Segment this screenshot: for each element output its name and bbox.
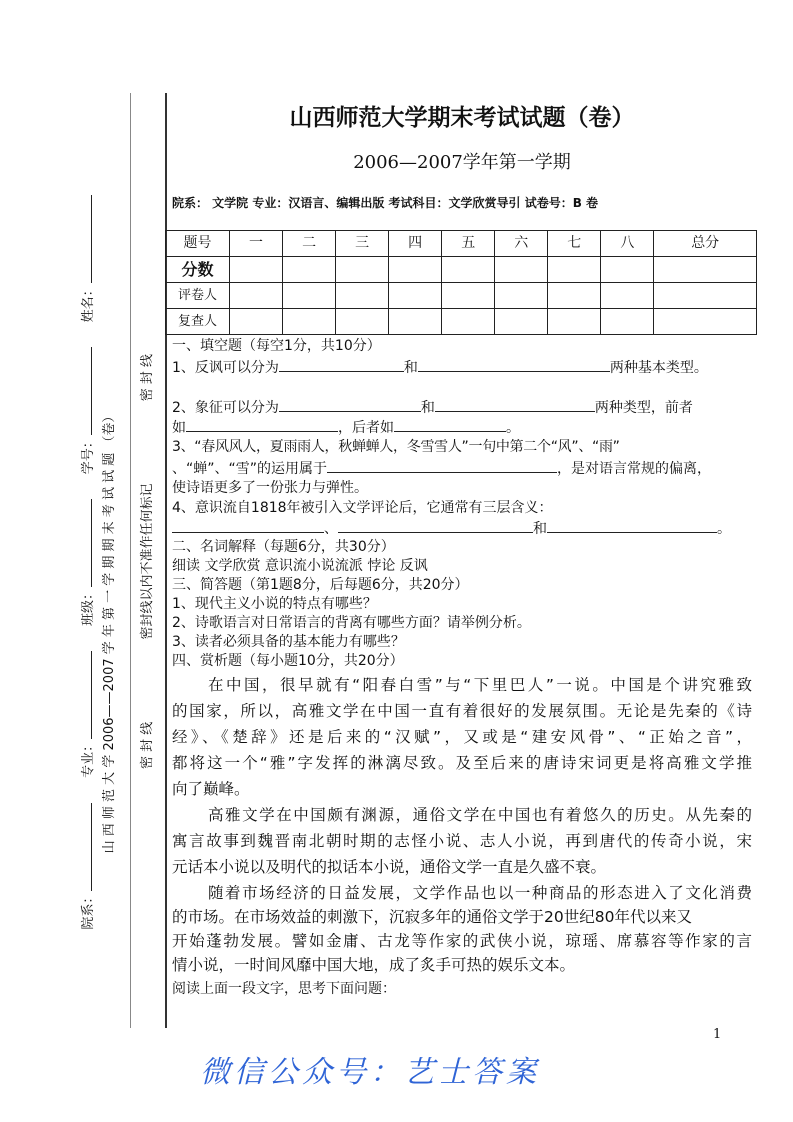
answer-blank[interactable] <box>418 359 610 372</box>
name-field[interactable] <box>79 195 92 283</box>
college-label: 院系： <box>81 890 96 930</box>
passage-line: 向了巅峰。 <box>172 780 250 798</box>
question-2 <box>172 399 693 416</box>
passage-line: 随着市场经济的日益发展，文学作品也以一种商品的形态进入了文化消费 <box>208 884 752 902</box>
passage-line: 的国家，所以，高雅文学在中国一直有着很好的发展氛围。无论是先秦的《诗 <box>172 702 752 720</box>
answer-blank[interactable] <box>279 399 421 412</box>
passage-line: 寓言故事到魏晋南北朝时期的志怪小说、志人小说，再到唐代的传奇小说，宋 <box>172 832 752 850</box>
table-header: 总分 <box>654 231 757 257</box>
passage-line: 都将这一个“雅”字发挥的淋漓尽致。及至后来的唐诗宋词更是将高雅文学推 <box>172 754 752 772</box>
q-text: 2、象征可以分为 <box>172 400 279 416</box>
question-1 <box>172 359 708 376</box>
q-text: 两种基本类型。 <box>609 360 708 376</box>
short-question: 3、读者必须具备的基本能力有哪些？ <box>172 634 405 650</box>
row-label: 复查人 <box>166 309 230 335</box>
term-subtitle: 2006—2007学年第一学期 <box>353 152 571 173</box>
q-text: ，后者如 <box>338 420 394 436</box>
answer-blank[interactable] <box>327 460 557 473</box>
passage-line: 在中国，很早就有“阳春白雪”与“下里巴人”一说。中国是个讲究雅致 <box>208 676 752 694</box>
answer-blank[interactable] <box>394 419 506 432</box>
binding-fold-line <box>130 93 131 1028</box>
short-question: 2、诗歌语言对日常语言的背离有哪些方面？请举例分析。 <box>172 615 531 631</box>
table-header: 二 <box>283 231 336 257</box>
passage-line: 高雅文学在中国颇有渊源，通俗文学在中国也有着悠久的历史。从先秦的 <box>208 806 752 824</box>
passage-line: 经》、《楚辞》还是后来的“汉赋”，又或是“建安风骨”、“正始之音”， <box>172 728 752 746</box>
answer-blank[interactable] <box>338 520 533 533</box>
class-label: 班级： <box>81 587 96 627</box>
name-label: 姓名： <box>81 283 96 323</box>
q-text: 如 <box>172 420 186 436</box>
question-4-cont <box>172 520 731 537</box>
seal-line-label: 密 封 线 <box>140 721 155 769</box>
major-field[interactable] <box>79 651 92 739</box>
q-text: 、“蝉”、“雪”的运用属于 <box>172 461 328 477</box>
q-text: 和 <box>533 521 547 537</box>
q-text: 两种类型，前者 <box>594 400 693 416</box>
seal-warning: 密封线以内不准作任何标记 <box>140 483 155 640</box>
table-row <box>166 309 757 335</box>
student-info-column <box>79 180 96 945</box>
table-header: 题号 <box>166 231 230 257</box>
question-3: 3、“春风风人，夏雨雨人，秋蝉蝉人，冬雪雪人”一句中第二个“风”、“雨” <box>172 439 620 455</box>
table-header: 八 <box>601 231 654 257</box>
passage-line: 的市场。在市场效益的刺激下，沉寂多年的通俗文学于20世纪80年代以来又 <box>172 908 692 926</box>
table-row <box>166 283 757 309</box>
q-text: 和 <box>420 400 435 416</box>
answer-blank[interactable] <box>186 419 338 432</box>
page-title: 山西师范大学期末考试试题（卷） <box>289 105 635 131</box>
q-text: ，是对语言常规的偏离， <box>557 461 712 477</box>
section2-heading: 二、名词解释（每题6分，共30分） <box>172 539 395 555</box>
question-3-end: 使诗语更多了一份张力与弹性。 <box>172 480 368 496</box>
exam-caption-vertical: 山 西 师 范 大 学 2006——2007 学 年 第 一 学 期 期 末 考 试 试 题 （卷） <box>102 409 117 854</box>
seal-text-column <box>140 354 155 769</box>
table-header: 一 <box>230 231 283 257</box>
class-field[interactable] <box>79 499 92 587</box>
section4-heading: 四、赏析题（每小题10分，共20分） <box>172 653 404 669</box>
watermark: 微信公众号：艺士答案 <box>200 1055 540 1090</box>
q-text: 1、反讽可以分为 <box>172 360 279 376</box>
question-4: 4、意识流自1818年被引入文学评论后，它通常有三层含义： <box>172 500 553 516</box>
short-question: 1、现代主义小说的特点有哪些？ <box>172 596 377 612</box>
row-label: 评卷人 <box>166 283 230 309</box>
q-text: 、 <box>324 521 338 537</box>
passage-line: 开始蓬勃发展。譬如金庸、古龙等作家的武侠小说，琼瑶、席慕容等作家的言 <box>172 932 752 950</box>
college-field[interactable] <box>79 803 92 891</box>
q-text: 。 <box>717 521 731 537</box>
term-list: 细读 文学欣赏 意识流小说流派 悖论 反讽 <box>172 558 428 574</box>
table-header: 六 <box>495 231 548 257</box>
row-label: 分数 <box>166 257 230 283</box>
table-header: 四 <box>389 231 442 257</box>
question-3-cont <box>172 460 711 477</box>
major-label: 专业： <box>81 738 96 778</box>
passage-line: 情小说，一时间风靡中国大地，成了炙手可热的娱乐文本。 <box>172 956 576 974</box>
table-header: 七 <box>548 231 601 257</box>
seal-line-label: 密 封 线 <box>140 354 155 402</box>
table-row <box>166 257 757 283</box>
score-table <box>165 230 757 335</box>
section1-heading: 一、填空题（每空1分，共10分） <box>172 338 381 354</box>
answer-blank[interactable] <box>547 520 717 533</box>
answer-blank[interactable] <box>435 399 595 412</box>
answer-blank[interactable] <box>279 359 404 372</box>
table-header: 三 <box>336 231 389 257</box>
passage-line: 元话本小说以及明代的拟话本小说，通俗文学一直是久盛不衰。 <box>172 858 607 876</box>
table-header: 五 <box>442 231 495 257</box>
table-row <box>166 231 757 257</box>
section3-heading: 三、简答题（第1题8分，后每题6分，共20分） <box>172 577 469 593</box>
page-number: 1 <box>713 1027 722 1042</box>
reading-prompt: 阅读上面一段文字，思考下面问题： <box>172 981 396 997</box>
q-text: 和 <box>403 360 418 376</box>
answer-blank[interactable] <box>172 520 324 533</box>
question-2-cont <box>172 419 520 436</box>
student-id-field[interactable] <box>79 347 92 435</box>
exam-info: 院系： 文学院 专业：汉语言、编辑出版 考试科目：文学欣赏导引 试卷号：B 卷 <box>172 196 599 210</box>
student-id-label: 学号： <box>81 435 96 475</box>
q-text: 。 <box>506 420 520 436</box>
